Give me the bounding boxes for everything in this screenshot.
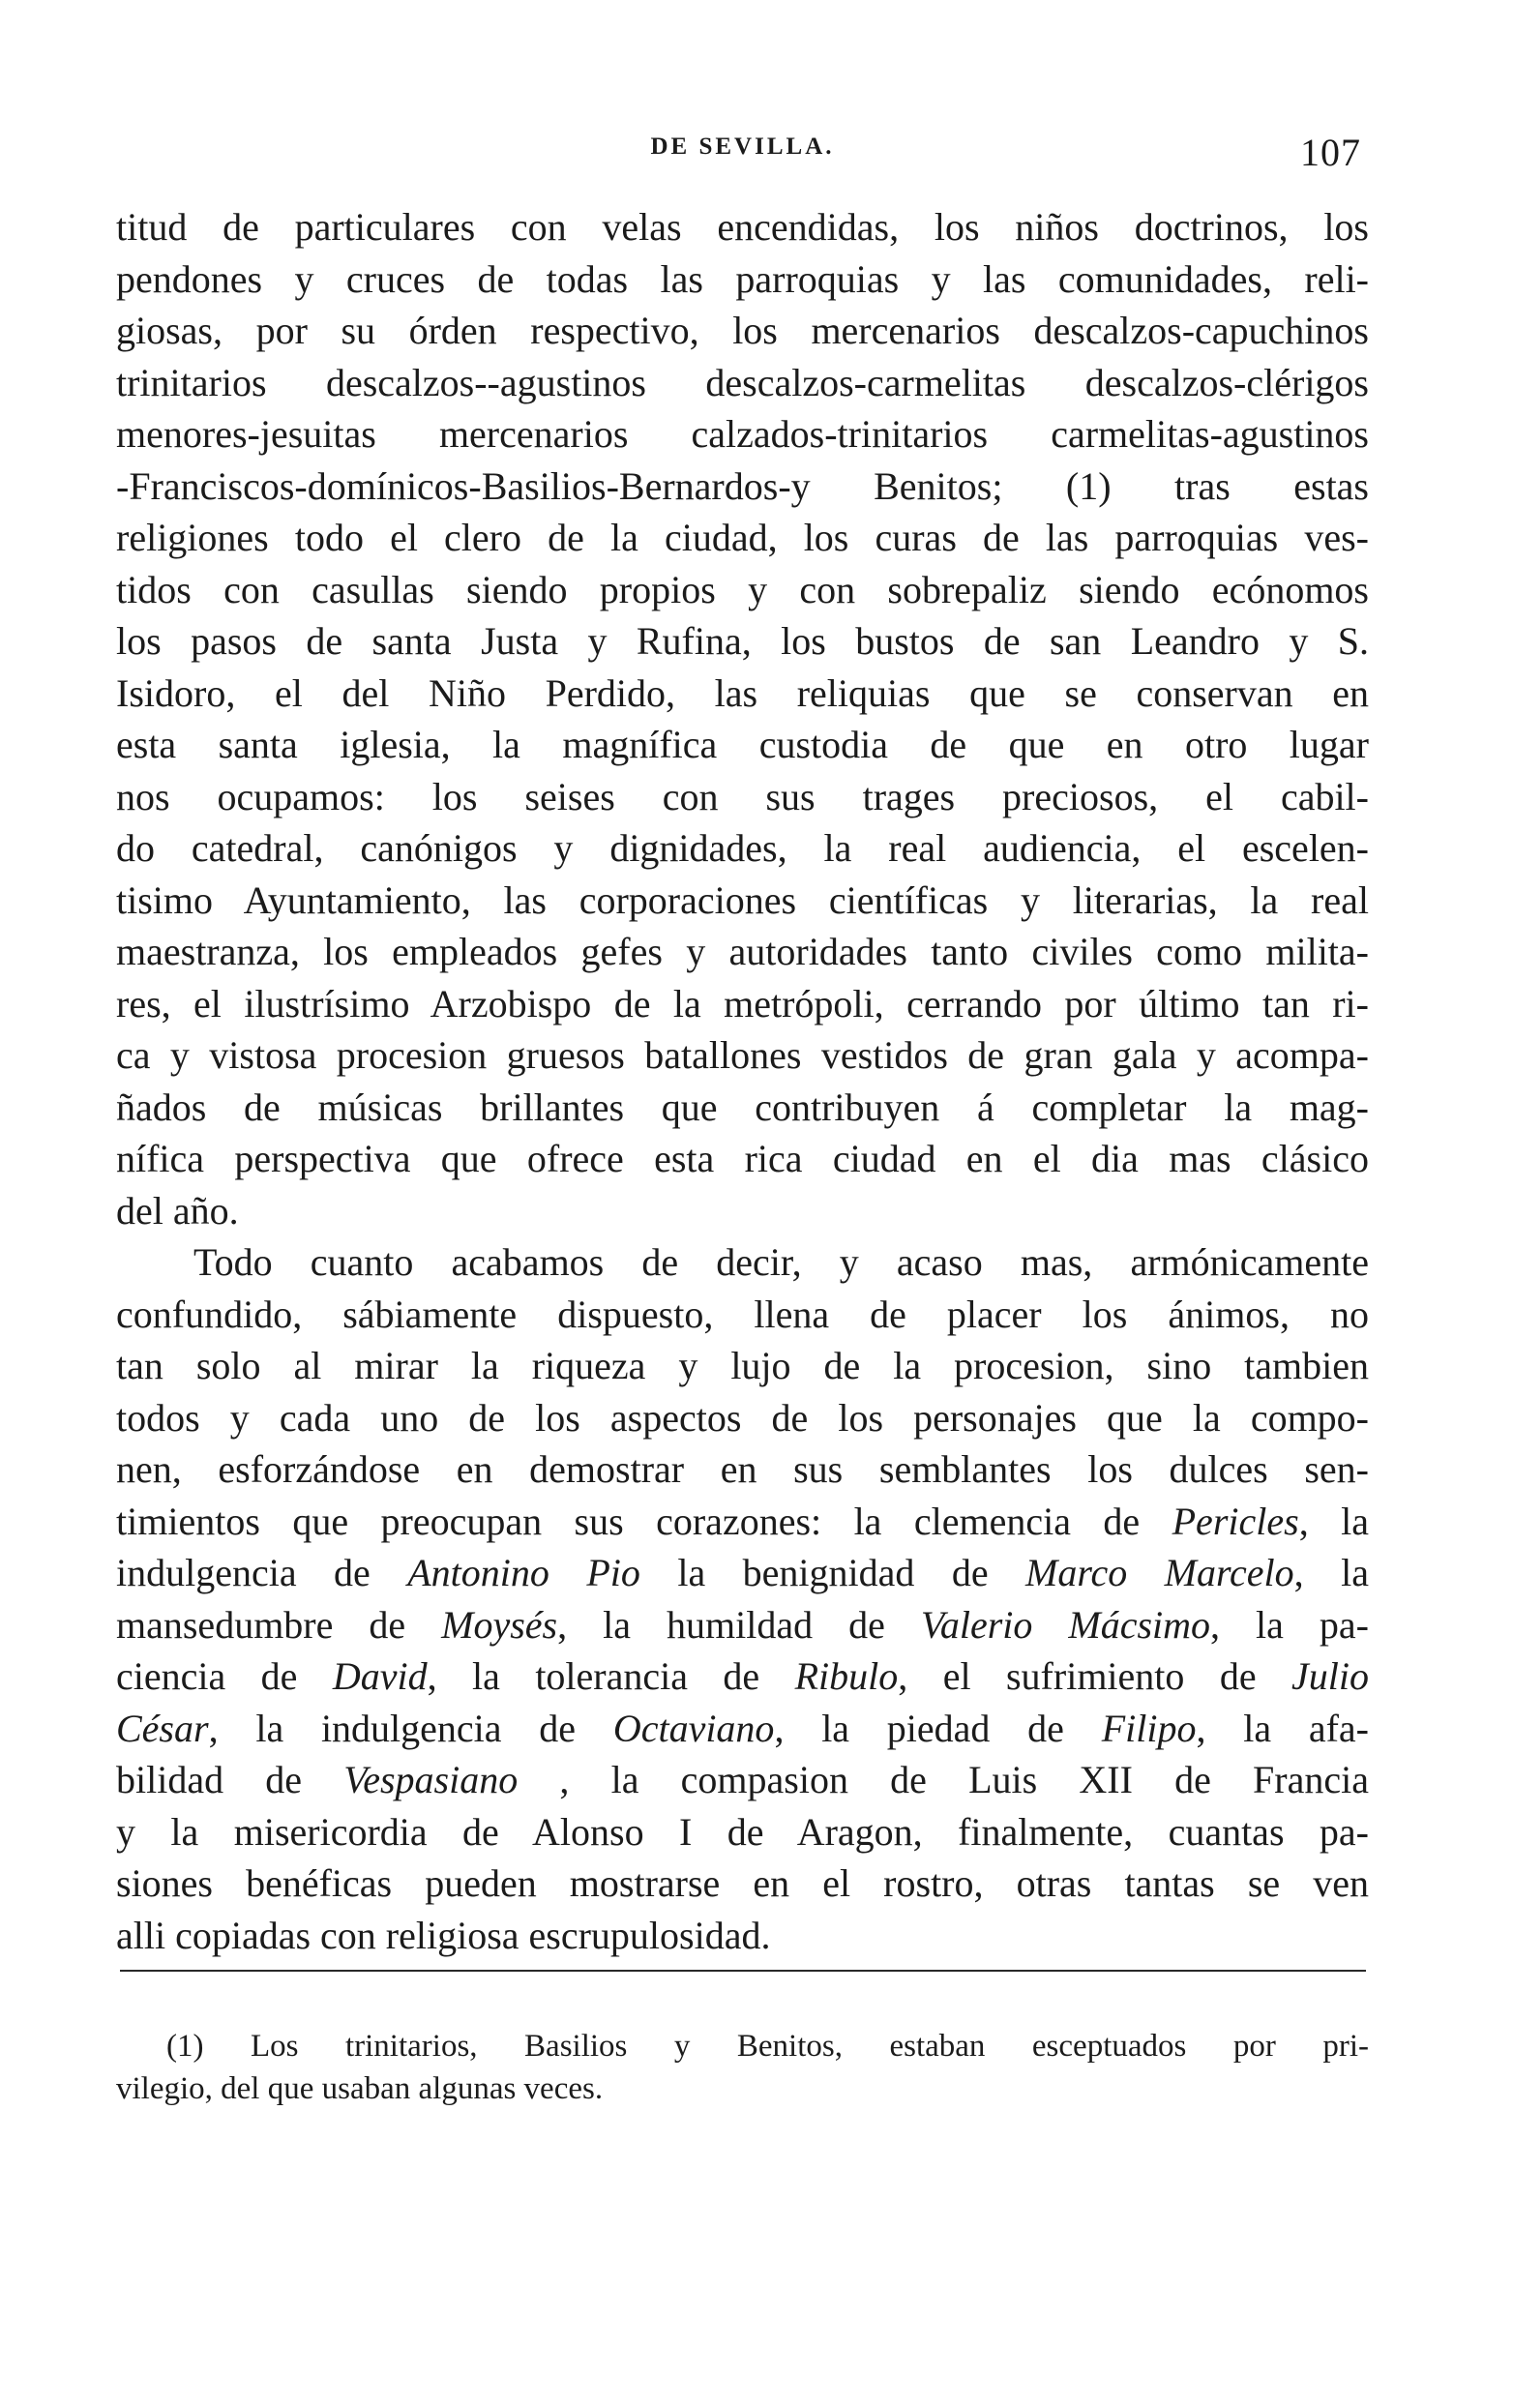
text-line: alli copiadas con religiosa escrupulosidad.: [116, 1913, 771, 1957]
text-line: tisimo Ayuntamiento, las corporaciones científicas y literarias, la real: [116, 877, 1369, 922]
text-line: pendones y cruces de todas las parroquias y las comunidades, reli-: [116, 256, 1369, 301]
text-line: y la misericordia de Alonso I de Aragon, finalmente, cuantas pa-: [116, 1809, 1369, 1854]
text-run: indulgencia de: [116, 1551, 408, 1594]
footnote-line: (1) Los trinitarios, Basilios y Benitos, estaban esceptuados por pri-: [166, 2029, 1369, 2064]
text-line: maestranza, los empleados gefes y autoridades tanto civiles como milita-: [116, 930, 1369, 973]
text-line: [116, 1754, 1369, 1806]
text-line: trinitarios descalzos--agustinos descalzos-carmelitas descalzos-clérigos: [116, 360, 1369, 404]
body-text: [116, 201, 1369, 1961]
footnote-line: vilegio, del que usaban algunas veces.: [116, 2071, 604, 2106]
italic-name: César: [116, 1706, 209, 1750]
italic-name: Pericles: [1172, 1499, 1299, 1543]
italic-name: David: [332, 1654, 428, 1698]
italic-name: Ribulo: [794, 1654, 899, 1698]
text-line: do catedral, canónigos y dignidades, la real audiencia, el escelen-: [116, 826, 1369, 870]
text-line: -Franciscos-domínicos-Basilios-Bernardos-y Benitos; (1) tras estas: [116, 463, 1369, 508]
text-run: timientos que preocupan sus corazones: la clemencia de: [116, 1499, 1172, 1543]
text-line: res, el ilustrísimo Arzobispo de la metrópoli, cerrando por último tan ri-: [116, 981, 1369, 1026]
text-line: Isidoro, el del Niño Perdido, las reliquias que se conservan en: [116, 670, 1369, 715]
text-line: ñados de músicas brillantes que contribuyen á completar la mag-: [116, 1085, 1369, 1129]
paragraph-1: [116, 201, 1369, 1236]
text-line: Todo cuanto acabamos de decir, y acaso mas, armónicamente: [193, 1240, 1369, 1284]
text-line: esta santa iglesia, la magnífica custodia de que en otro lugar: [116, 723, 1369, 766]
text-line: tan solo al mirar la riqueza y lujo de la procesion, sino tambien: [116, 1344, 1369, 1387]
italic-name: Moysés: [441, 1602, 558, 1647]
text-run: , la pa-: [1210, 1602, 1369, 1647]
italic-name: Antonino Pio: [407, 1551, 640, 1594]
text-line: [116, 1496, 1369, 1548]
page-header: [116, 131, 1369, 192]
text-run: , la: [1298, 1499, 1369, 1543]
text-line: todos y cada uno de los aspectos de los personajes que la compo-: [116, 1395, 1369, 1440]
text-run: bilidad de: [116, 1758, 344, 1801]
text-line: giosas, por su órden respectivo, los mercenarios descalzos-capuchinos: [116, 309, 1369, 352]
text-run: , el sufrimiento de: [898, 1654, 1292, 1698]
text-run: mansedumbre de: [116, 1602, 442, 1647]
text-run: , la afa-: [1196, 1706, 1369, 1750]
text-line: titud de particulares con velas encendidas, los niños doctrinos, los: [116, 205, 1369, 249]
text-line: nen, esforzándose en demostrar en sus semblantes los dulces sen-: [116, 1447, 1369, 1491]
text-run: ciencia de: [116, 1654, 333, 1698]
text-line: [116, 1599, 1369, 1651]
text-line: menores-jesuitas mercenarios calzados-trinitarios carmelitas-agustinos: [116, 412, 1369, 456]
italic-name: Filipo: [1101, 1706, 1197, 1750]
text-line: [116, 1650, 1369, 1703]
text-line: siones benéficas pueden mostrarse en el rostro, otras tantas se ven: [116, 1861, 1369, 1905]
page-number: 107: [1300, 131, 1361, 174]
italic-name: Marco Marcelo: [1025, 1551, 1294, 1594]
text-run: , la piedad de: [774, 1706, 1102, 1750]
text-run: la benignidad de: [639, 1551, 1026, 1594]
footnote: [116, 2025, 1369, 2110]
text-line: tidos con casullas siendo propios y con sobrepaliz siendo ecónomos: [116, 567, 1369, 611]
text-line: [116, 1703, 1369, 1755]
text-line: los pasos de santa Justa y Rufina, los bustos de san Leandro y S.: [116, 619, 1369, 663]
text-run: , la: [1293, 1551, 1369, 1594]
paragraph-2: [116, 1236, 1369, 1961]
running-title: DE SEVILLA.: [650, 134, 835, 160]
text-line: confundido, sábiamente dispuesto, llena de placer los ánimos, no: [116, 1292, 1369, 1336]
text-line: nos ocupamos: los seises con sus trages preciosos, el cabil-: [116, 774, 1369, 818]
text-line: religiones todo el clero de la ciudad, los curas de las parroquias ves-: [116, 516, 1369, 559]
text-run: , la humildad de: [557, 1602, 921, 1647]
text-run: , la tolerancia de: [427, 1654, 795, 1698]
footnote-separator-rule: [120, 1970, 1366, 1972]
italic-name: Julio: [1291, 1654, 1369, 1698]
text-line: nífica perspectiva que ofrece esta rica ciudad en el dia mas clásico: [116, 1137, 1369, 1180]
italic-name: Valerio Mácsimo: [920, 1602, 1211, 1647]
text-line: ca y vistosa procesion gruesos batallones vestidos de gran gala y acompa-: [116, 1033, 1369, 1077]
italic-name: Octaviano: [612, 1706, 775, 1750]
text-line: del año.: [116, 1188, 239, 1233]
text-run: , la indulgencia de: [208, 1706, 613, 1750]
text-run: , la compasion de Luis XII de Francia: [518, 1758, 1369, 1801]
italic-name: Vespasiano: [343, 1758, 519, 1801]
text-line: [116, 1547, 1369, 1599]
